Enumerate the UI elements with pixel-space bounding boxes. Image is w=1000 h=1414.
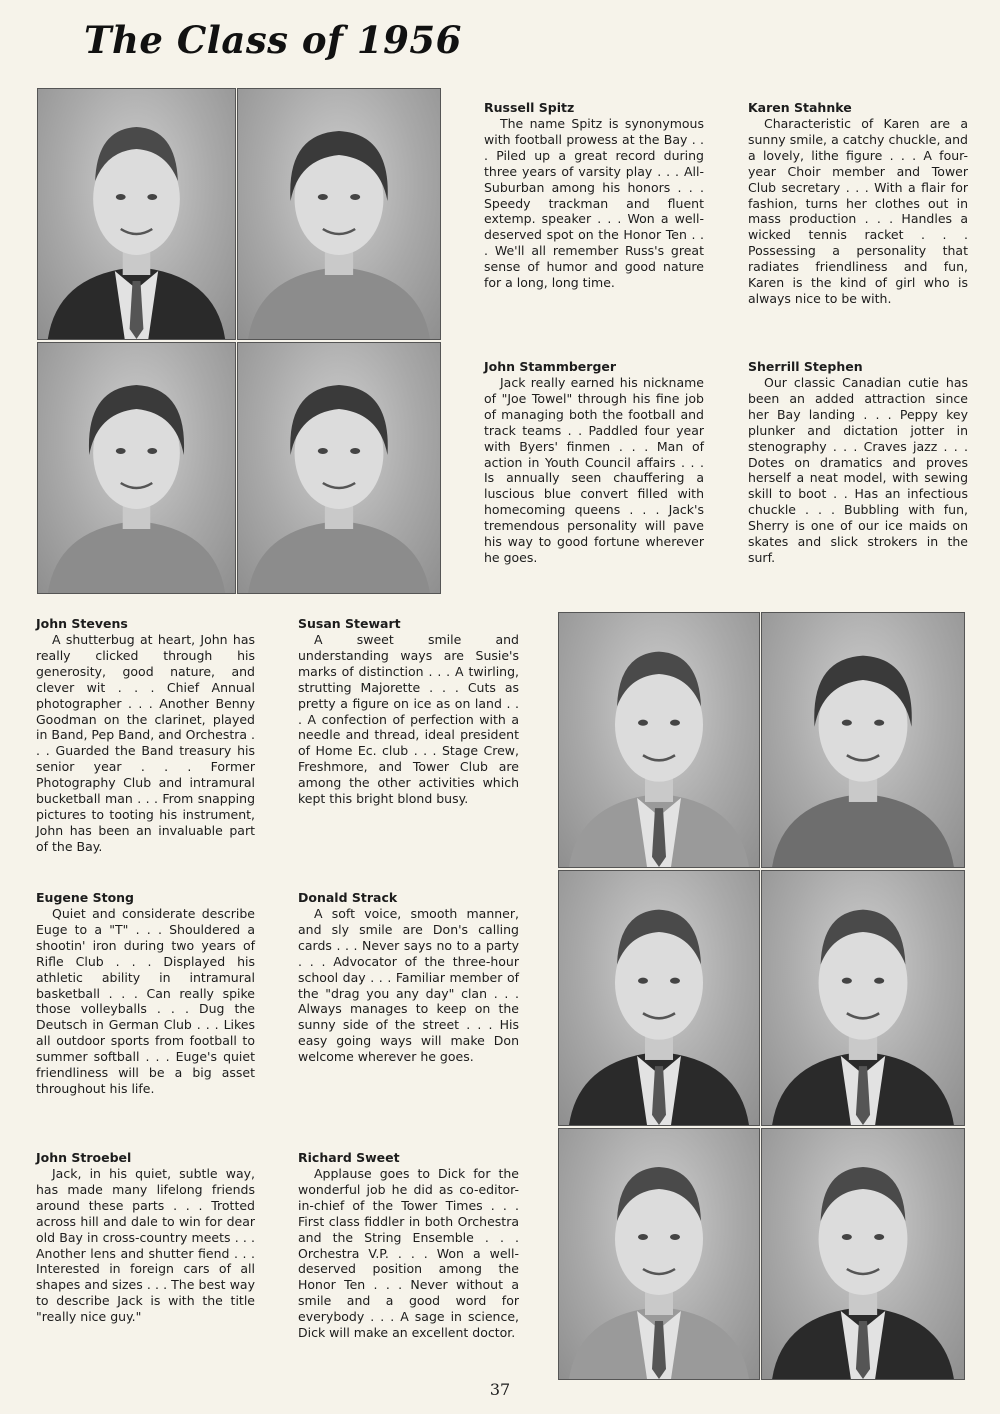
portrait-silhouette-icon: [238, 89, 440, 339]
portrait-photo: [558, 612, 760, 868]
portrait-silhouette-icon: [762, 871, 964, 1125]
bio-john-stevens: [36, 616, 255, 855]
portrait-photo: [761, 612, 965, 868]
portrait-silhouette-icon: [762, 613, 964, 867]
bio-text: Characteristic of Karen are a sunny smile, a catchy chuckle, and a lovely, lithe figure . . . A four-year Choir member and Tower Club secretary . . . With a flair for fashion, turns her clothes out in mass production . . . Handles a wicked tennis racket . . . Possessing a personality that radiates friendliness and fun, Karen is the kind of girl who is always nice to be with.: [748, 116, 968, 306]
bio-susan-stewart: [298, 616, 519, 807]
portrait-photo: [37, 88, 236, 340]
portrait-photo: [761, 870, 965, 1126]
bio-name: Eugene Stong: [36, 890, 135, 905]
portrait-silhouette-icon: [559, 871, 759, 1125]
bio-text: Quiet and considerate describe Euge to a "T" . . . Shouldered a shootin' iron during two years of Rifle Club . . . Displayed his athletic ability in intramural basketball . . . Can really spike those volleyballs . . . Dug the Deutsch in German Club . . . Likes all outdoor sports from football to summer softball . . . Euge's quiet friendliness will be a big asset throughout his life.: [36, 906, 255, 1096]
bio-name: Karen Stahnke: [748, 100, 852, 115]
bio-sherrill-stephen: [748, 359, 968, 566]
bio-john-stroebel: [36, 1150, 255, 1325]
portrait-silhouette-icon: [559, 613, 759, 867]
bio-name: Russell Spitz: [484, 100, 575, 115]
bio-eugene-stong: [36, 890, 255, 1097]
bio-text: Applause goes to Dick for the wonderful job he did as co-editor-in-chief of the Tower Times . . . First class fiddler in both Orchestra and the String Ensemble . . . Orchestra V.P. . . . Won a well-deserved position among the Honor Ten . . . Never without a smile and a good word for everybody . . . A sage in science, Dick will make an excellent doctor.: [298, 1166, 519, 1341]
bio-text: The name Spitz is synonymous with football prowess at the Bay . . . Piled up a great record during three years of varsity play . . . All-Suburban among his honors . . . Speedy trackman and fluent extemp. speaker . . . Won a well-deserved spot on the Honor Ten . . . We'll all remember Russ's great sense of humor and good nature for a long, long time.: [484, 116, 704, 291]
portrait-photo: [558, 1128, 760, 1380]
bio-name: Richard Sweet: [298, 1150, 400, 1165]
bio-karen-stahnke: [748, 100, 968, 307]
bio-text: Jack, in his quiet, subtle way, has made many lifelong friends around these parts . . . Trotted across hill and dale to win for dear old Bay in cross-country meets . . . Another lens and shutter fiend . . . Interested in foreign cars of all shapes and sizes . . . The best way to describe Jack is with the title "really nice guy.": [36, 1166, 255, 1325]
bio-name: Susan Stewart: [298, 616, 401, 631]
bio-name: John Stevens: [36, 616, 128, 631]
portrait-silhouette-icon: [38, 89, 235, 339]
bio-john-stammberger: [484, 359, 704, 566]
portrait-photo: [237, 342, 441, 594]
bio-text: Jack really earned his nickname of "Joe Towel" through his fine job of managing both the football and track teams . . Paddled four year with Byers' finmen . . . Man of action in Youth Council affairs . . . Is annually seen chauffering a luscious blue convert filled with homecoming queens . . . Jack's tremendous personality will pave his way to good fortune wherever he goes.: [484, 375, 704, 565]
portrait-silhouette-icon: [762, 1129, 964, 1379]
page-title: The Class of 1956: [84, 18, 462, 62]
bio-name: John Stroebel: [36, 1150, 132, 1165]
portrait-photo: [237, 88, 441, 340]
bio-name: Sherrill Stephen: [748, 359, 863, 374]
bio-text: A shutterbug at heart, John has really clicked through his generosity, good nature, and clever wit . . . Chief Annual photographer . . . Another Benny Goodman on the clarinet, played in Band, Pep Band, and Orchestra . . . Guarded the Band treasury his senior year . . . Former Photography Club and intramural bucketball man . . . From snapping pictures to tooting his instrument, John has been an invaluable part of the Bay.: [36, 632, 255, 854]
bio-text: A soft voice, smooth manner, and sly smile are Don's calling cards . . . Never says no to a party . . . Advocator of the three-hour school day . . . Familiar member of the "drag you any day" clan . . . Always manages to keep on the sunny side of the street . . . His easy going ways will make Don welcome wherever he goes.: [298, 906, 519, 1065]
bio-russell-spitz: [484, 100, 704, 291]
bio-name: John Stammberger: [484, 359, 617, 374]
portrait-photo: [761, 1128, 965, 1380]
portrait-photo: [558, 870, 760, 1126]
portrait-silhouette-icon: [238, 343, 440, 593]
bio-text: A sweet smile and understanding ways are Susie's marks of distinction . . . A twirling, strutting Majorette . . . Cuts as pretty a figure on ice as on land . . . A confection of perfection with a needle and thread, ideal president of Home Ec. club . . . Stage Crew, Freshmore, and Tower Club are among the other activities which kept this bright blond busy.: [298, 632, 519, 807]
bio-richard-sweet: [298, 1150, 519, 1341]
portrait-photo: [37, 342, 236, 594]
page-number: 37: [489, 1380, 511, 1399]
bio-donald-strack: [298, 890, 519, 1065]
portrait-silhouette-icon: [559, 1129, 759, 1379]
bio-text: Our classic Canadian cutie has been an added attraction since her Bay landing . . . Peppy key plunker and dictation jotter in stenography . . . Craves jazz . . . Dotes on dramatics and proves herself a neat model, with sewing skill to boot . . Has an infectious chuckle . . . Bubbling with fun, Sherry is one of our ice maids on skates and slick strokers in the surf.: [748, 375, 968, 565]
portrait-silhouette-icon: [38, 343, 235, 593]
bio-name: Donald Strack: [298, 890, 398, 905]
